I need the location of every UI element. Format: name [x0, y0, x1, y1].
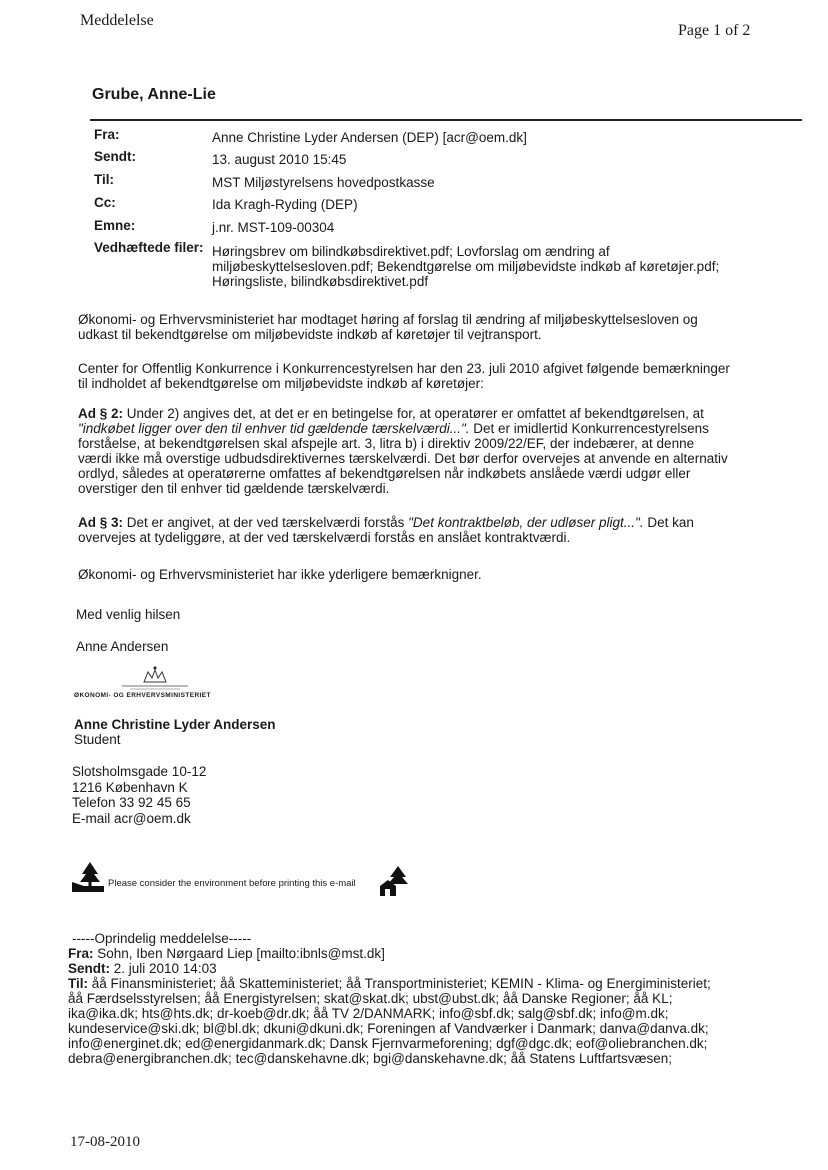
sent-value: 13. august 2010 15:45 — [212, 152, 347, 167]
text-line: værdi ikke må overstige udbudsdirektivernes tærskelværdi. Det bør derfor overvejes at anvende en alternativ — [78, 451, 728, 466]
recipient-line: åå Finansministeriet; åå Skatteministeriet; åå Transportministeriet; KEMIN - Klima- og Energiministeriet; — [88, 976, 711, 991]
text-line: til indholdet af bekendtgørelse om miljøbevidste indkøb af køretøjer: — [78, 376, 484, 391]
text-line: Det kan — [643, 515, 694, 530]
text-line: Økonomi- og Erhvervsministeriet har ikke yderligere bemærknigner. — [78, 567, 482, 582]
text-line: ordlyd, således at operatørerne omfattes af bekendtgørelsen når indkøbets anslåede værdi udgør eller — [78, 466, 691, 481]
cc-label: Cc: — [94, 195, 116, 210]
footer-date: 17-08-2010 — [70, 1134, 140, 1150]
from-value: Anne Christine Lyder Andersen (DEP) [acr@oem.dk] — [212, 130, 527, 145]
paragraph-center — [78, 361, 758, 391]
paragraph-intro — [78, 312, 758, 342]
from-label: Fra: — [68, 946, 94, 961]
text-line: udkast til bekendtgørelse om miljøbevidste indkøb af køretøjer til vejtransport. — [78, 327, 542, 342]
attachments-value — [212, 244, 772, 289]
paragraph-ad-3 — [78, 515, 758, 545]
quote-text: "Det kontraktbeløb, der udløser pligt...". — [408, 515, 644, 530]
recipient-line: info@energinet.dk; ed@energidanmark.dk; Dansk Fjernvarmeforening; dgf@dgc.dk; eof@oliebranchen.dk; — [68, 1036, 708, 1051]
quote-text: "indkøbet ligger over den til enhver tid gældende tærskelværdi...". — [78, 421, 470, 436]
address-line: Slotsholmsgade 10-12 — [72, 764, 207, 779]
subject-value: j.nr. MST-109-00304 — [212, 220, 335, 235]
text-line: forståelse, at bekendtgørelsen skal afspejle art. 3, litra b) i direktiv 2009/22/EF, der indebærer, at denne — [78, 436, 695, 451]
phone-line: Telefon 33 92 45 65 — [72, 795, 191, 810]
from-label: Fra: — [94, 127, 120, 142]
text-line: overstiger den til enhver tid gældende tærskelværdi. — [78, 481, 390, 496]
text-line: Det er imidlertid Konkurrencestyrelsens — [469, 421, 709, 436]
to-label: Til: — [94, 172, 114, 187]
sent-label: Sendt: — [68, 961, 110, 976]
attachment-line[interactable]: Høringsliste, bilindkøbsdirektivet.pdf — [212, 274, 429, 289]
signer-title: Student — [74, 732, 121, 747]
sent-label: Sendt: — [94, 149, 136, 164]
tree-road-icon — [70, 860, 106, 894]
environment-note: Please consider the environment before printing this e-mail — [108, 878, 356, 889]
text-line: Center for Offentlig Konkurrence i Konkurrencestyrelsen har den 23. juli 2010 afgivet følgende bemærkninger — [78, 361, 730, 376]
page-number: Page 1 of 2 — [678, 22, 751, 39]
section-label: Ad § 2: — [78, 406, 124, 421]
greeting: Med venlig hilsen — [76, 607, 181, 622]
attachments-label: Vedhæftede filer: — [94, 240, 204, 255]
signer-short-name: Anne Andersen — [76, 639, 169, 654]
mailbox-owner: Grube, Anne-Lie — [92, 86, 216, 103]
attachment-line[interactable]: miljøbeskyttelsesloven.pdf; Bekendtgørelse om miljøbevidste indkøb af køretøjer.pdf; — [212, 259, 720, 274]
text-line: Under 2) angives det, at det er en betingelse for, at operatører er omfattet af bekendtgørelsen, at — [123, 406, 704, 421]
recipient-line: ika@ika.dk; hts@hts.dk; dr-koeb@dr.dk; åå TV 2/DANMARK; info@sbf.dk; salg@sbf.dk; info@m.dk; — [68, 1006, 669, 1021]
sent-value: 2. juli 2010 14:03 — [110, 961, 217, 976]
recipient-line: åå Færdselsstyrelsen; åå Energistyrelsen; skat@skat.dk; ubst@ubst.dk; åå Danske Regioner; åå KL; — [68, 991, 673, 1006]
paragraph-ad-2 — [78, 406, 758, 496]
from-value: Sohn, Iben Nørgaard Liep [mailto:ibnls@mst.dk] — [93, 946, 385, 961]
to-label: Til: — [68, 976, 88, 991]
text-line: Økonomi- og Erhvervsministeriet har modtaget høring af forslag til ændring af miljøbeskyttelsesloven og — [78, 312, 698, 327]
email-line[interactable]: E-mail acr@oem.dk — [72, 810, 191, 826]
signer-full-name: Anne Christine Lyder Andersen — [74, 717, 276, 732]
tree-house-icon — [378, 864, 412, 896]
text-line: Det er angivet, at der ved tærskelværdi forstås — [123, 515, 409, 530]
attachment-line[interactable]: Høringsbrev om bilindkøbsdirektivet.pdf; Lovforslag om ændring af — [212, 244, 610, 259]
recipient-line: kundeservice@ski.dk; bl@bl.dk; dkuni@dkuni.dk; Foreningen af Vandværker i Danmark; danva@danva.dk; — [68, 1021, 709, 1036]
to-value: MST Miljøstyrelsens hovedpostkasse — [212, 175, 435, 190]
cc-value: Ida Kragh-Ryding (DEP) — [212, 197, 358, 212]
header-divider — [90, 119, 802, 121]
crown-logo-icon — [120, 664, 190, 694]
page-header-title: Meddelelse — [80, 12, 154, 29]
subject-label: Emne: — [94, 218, 136, 233]
paragraph-closing — [78, 567, 758, 582]
ministry-logo-text: ØKONOMI- OG ERHVERVSMINISTERIET — [74, 692, 211, 699]
section-label: Ad § 3: — [78, 515, 124, 530]
text-line: overvejes at tydeliggøre, at der ved tærskelværdi forstås en anslået kontraktværdi. — [78, 530, 571, 545]
original-message — [68, 931, 768, 1066]
address-line: 1216 København K — [72, 779, 188, 795]
separator-line: -----Oprindelig meddelelse----- — [72, 931, 252, 946]
signer-address — [72, 764, 206, 826]
recipient-line: debra@energibranchen.dk; tec@danskehavne.dk; bgi@danskehavne.dk; åå Statens Luftfartsvæsen; — [68, 1051, 672, 1066]
